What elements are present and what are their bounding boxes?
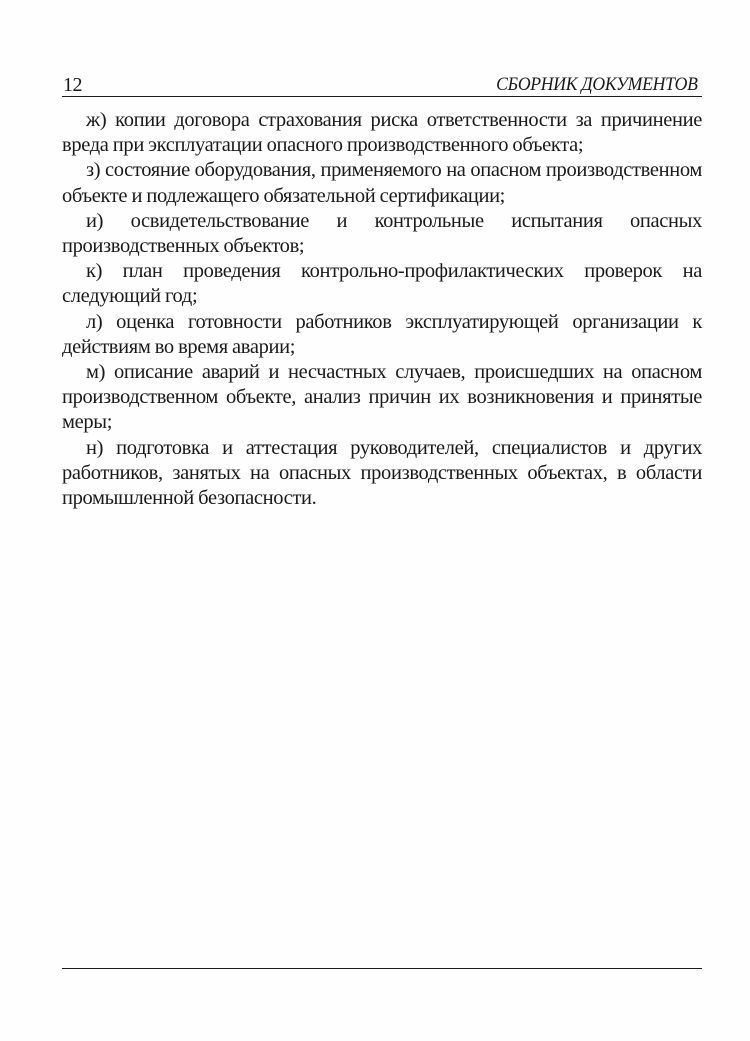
page-number: 12: [63, 74, 82, 96]
running-header: [62, 74, 702, 97]
list-item-l: л) оценка готовности работников эксплуатирующей организации к действиям во время аварии;: [62, 310, 702, 358]
list-item-zh: ж) копии договора страхования риска ответственности за причинение вреда при эксплуатации опасного производственного объекта;: [62, 109, 702, 157]
list-item-i: и) освидетельствование и контрольные испытания опасных производственных объектов;: [62, 209, 702, 258]
list-item-m: м) описание аварий и несчастных случаев, происшедших на опасном производственном объекте, анализ причин их возникновения и принятые меры;: [62, 361, 702, 434]
footer-rule: [62, 968, 702, 969]
list-item-n: н) подготовка и аттестация руководителей, специалистов и других работников, занятых на опасных производственных объектах, в области промышленной безопасности.: [62, 436, 702, 510]
body-text: [62, 108, 702, 511]
book-title: СБОРНИК ДОКУМЕНТОВ: [496, 74, 698, 95]
list-item-z: з) состояние оборудования, применяемого на опасном производственном объекте и подлежащего обязательной сертификации;: [62, 159, 702, 207]
list-item-k: к) план проведения контрольно-профилактических проверок на следующий год;: [62, 260, 702, 308]
